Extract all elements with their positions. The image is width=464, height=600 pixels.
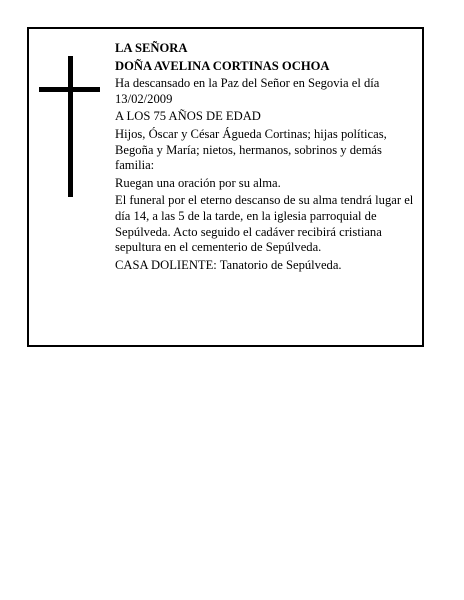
funeral-details: El funeral por el eterno descanso de su alma tendrá lugar el día 14, a las 5 de la tarde, en la iglesia parroquial de Sepúlveda. Acto seguido el cadáver recibirá cristiana sepultura en el cementerio de Sepúlveda.: [115, 193, 414, 255]
cross-icon-bar: [39, 87, 100, 92]
cross-icon: [68, 56, 73, 197]
family-line: Hijos, Óscar y César Águeda Cortinas; hijas políticas, Begoña y María; nietos, hermanos, sobrinos y demás familia:: [115, 126, 387, 173]
obituary-text: [115, 41, 419, 273]
death-statement: Ha descansado en la Paz del Señor en Segovia el día 13/02/2009: [115, 76, 380, 106]
age-line: A LOS 75 AÑOS DE EDAD: [115, 109, 261, 124]
obituary-notice: [27, 27, 424, 347]
deceased-name: DOÑA AVELINA CORTINAS OCHOA: [115, 58, 330, 73]
prayer-request: Ruegan una oración por su alma.: [115, 175, 281, 190]
mourning-house: CASA DOLIENTE: Tanatorio de Sepúlveda.: [115, 257, 342, 272]
notice-title: LA SEÑORA: [115, 41, 188, 55]
